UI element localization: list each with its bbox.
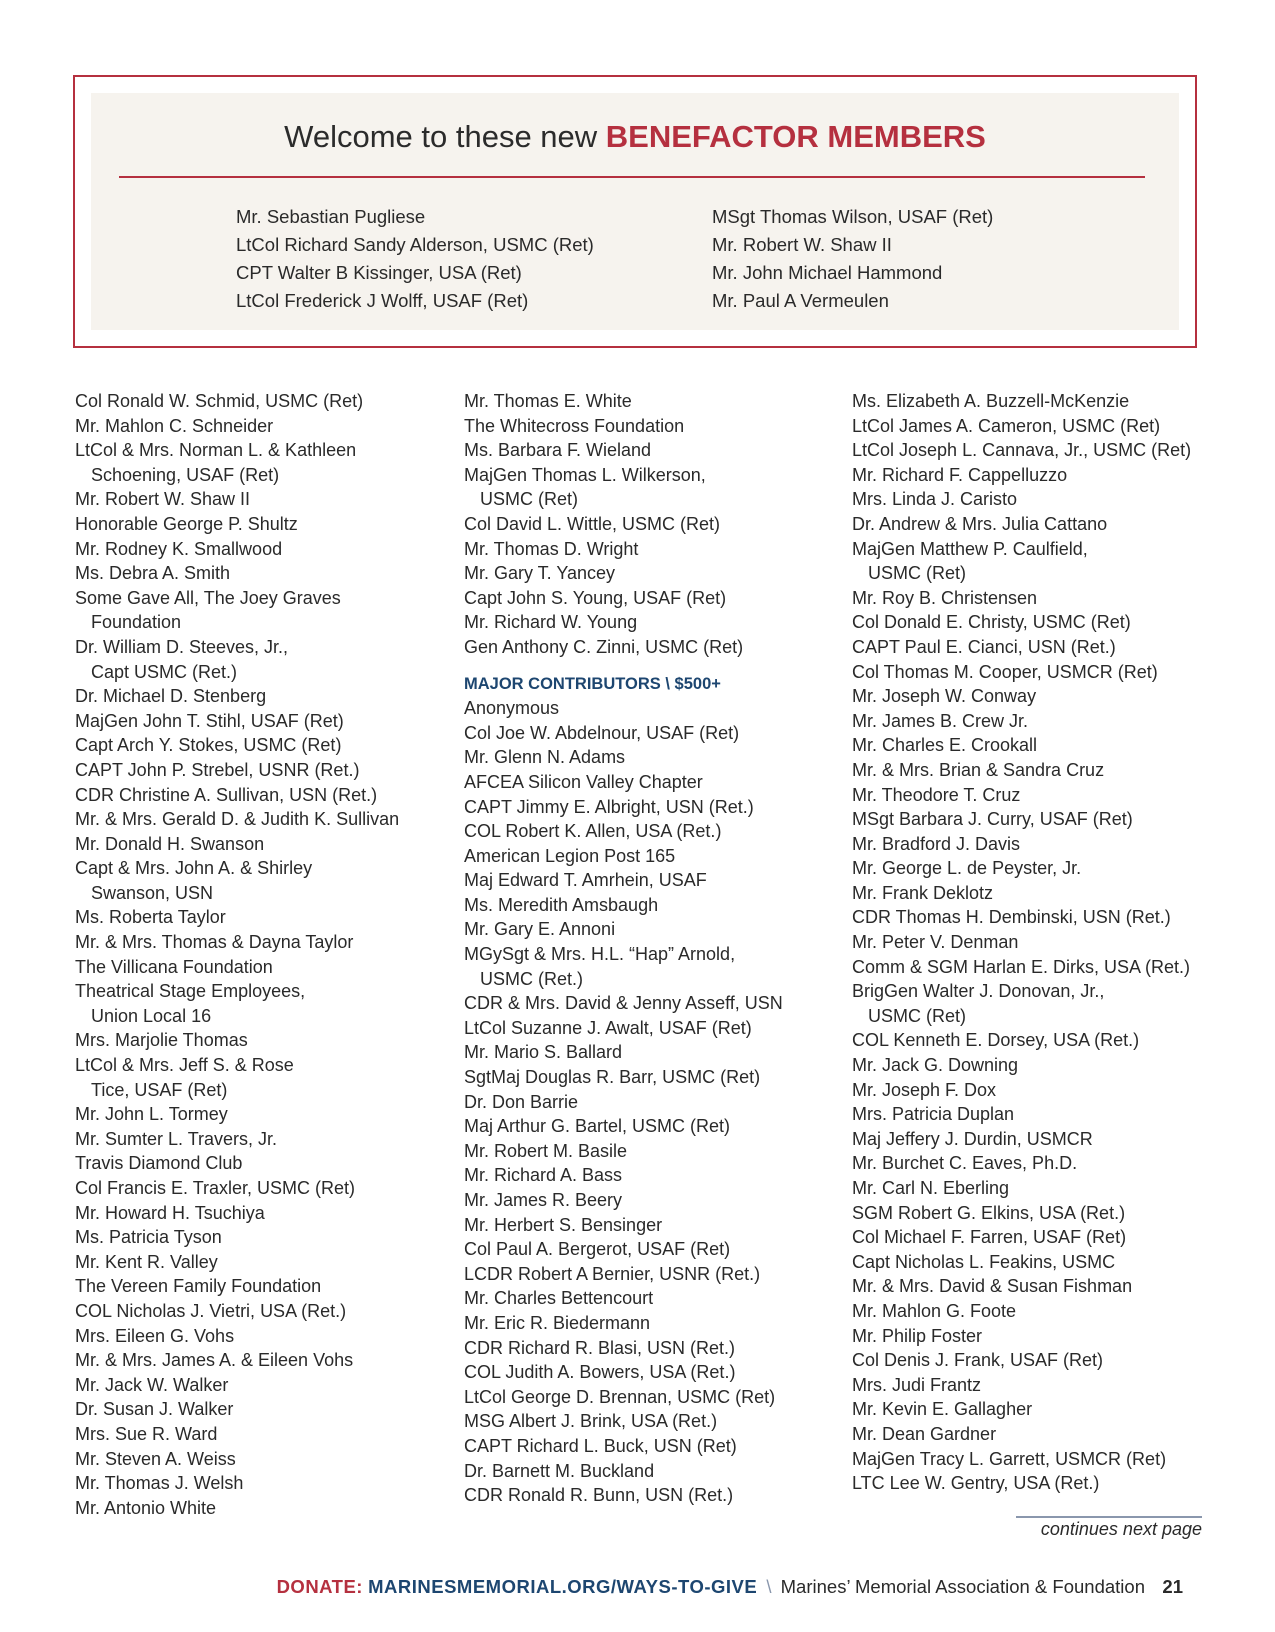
donor-name: Mr. Eric R. Biedermann xyxy=(464,1312,651,1333)
donor-entry xyxy=(852,1397,1191,1422)
donor-name: The Vereen Family Foundation xyxy=(75,1276,322,1297)
donor-name: CDR Christine A. Sullivan, USN (Ret.) xyxy=(75,784,378,805)
donor-name: Mr. Thomas D. Wright xyxy=(464,538,639,559)
donor-entry xyxy=(75,1053,399,1102)
donor-entry xyxy=(75,389,399,414)
donor-entry xyxy=(464,1040,783,1065)
donor-name: LtCol & Mrs. Norman L. & Kathleen xyxy=(75,440,357,461)
donor-name: Col David L. Wittle, USMC (Ret) xyxy=(464,513,721,534)
donor-entry xyxy=(852,586,1191,611)
donor-name: Mr. Carl N. Eberling xyxy=(852,1178,1010,1198)
donor-name-continued: Capt USMC (Ret.) xyxy=(91,661,238,682)
donor-entry xyxy=(852,1324,1191,1349)
donor-entry xyxy=(464,1163,783,1188)
donor-name: Mr. Donald H. Swanson xyxy=(75,833,265,854)
donor-entry xyxy=(75,438,399,487)
donor-entry xyxy=(852,832,1191,857)
donor-entry xyxy=(75,635,399,684)
donor-entry xyxy=(464,795,783,820)
continues-note: continues next page xyxy=(1040,1519,1202,1539)
donor-name: Mr. Richard A. Bass xyxy=(464,1165,623,1186)
donor-name: SgtMaj Douglas R. Barr, USMC (Ret) xyxy=(464,1067,761,1088)
donor-name: Col Thomas M. Cooper, USMCR (Ret) xyxy=(852,661,1158,682)
donor-entry xyxy=(75,1447,399,1472)
donor-entry xyxy=(464,844,783,869)
donor-name-continued: USMC (Ret) xyxy=(868,1005,966,1026)
donor-entry xyxy=(75,1373,399,1398)
donor-name: Gen Anthony C. Zinni, USMC (Ret) xyxy=(464,636,744,657)
donor-entry xyxy=(852,1225,1191,1250)
donor-entry xyxy=(464,1385,783,1410)
donor-entry xyxy=(75,1274,399,1299)
welcome-member: MSgt Thomas Wilson, USAF (Ret) xyxy=(712,206,994,227)
donor-name: Mr. Jack G. Downing xyxy=(852,1055,1019,1076)
donor-entry xyxy=(75,1127,399,1152)
donor-name: Col Denis J. Frank, USAF (Ret) xyxy=(852,1350,1104,1371)
donor-name: Dr. Don Barrie xyxy=(464,1091,579,1112)
welcome-member: LtCol Richard Sandy Alderson, USMC (Ret) xyxy=(236,234,594,255)
donor-name: Capt & Mrs. John A. & Shirley xyxy=(75,858,313,879)
donor-name: Col Paul A. Bergerot, USAF (Ret) xyxy=(464,1239,731,1260)
donor-name: BrigGen Walter J. Donovan, Jr., xyxy=(852,981,1105,1002)
donor-name: MGySgt & Mrs. H.L. “Hap” Arnold, xyxy=(464,944,736,965)
donor-name: Capt John S. Young, USAF (Ret) xyxy=(464,587,727,608)
donor-name: CAPT Jimmy E. Albright, USN (Ret.) xyxy=(464,796,754,817)
donate-link[interactable]: MARINESMEMORIAL.ORG/WAYS-TO-GIVE xyxy=(368,1576,758,1597)
donor-entry xyxy=(852,807,1191,832)
donor-entry xyxy=(75,930,399,955)
donor-entry xyxy=(464,696,783,721)
donor-name: Mr. Joseph F. Dox xyxy=(852,1079,997,1100)
donor-entry xyxy=(75,586,399,635)
donor-name-continued: Schoening, USAF (Ret) xyxy=(91,464,280,485)
donor-entry xyxy=(464,586,783,611)
donor-name-continued: Union Local 16 xyxy=(91,1005,212,1026)
welcome-member: Mr. Robert W. Shaw II xyxy=(712,234,892,255)
donor-entry xyxy=(852,1274,1191,1299)
donor-name: Mr. Dean Gardner xyxy=(852,1423,997,1444)
donor-name: LCDR Robert A Bernier, USNR (Ret.) xyxy=(464,1263,761,1284)
donor-entry xyxy=(464,537,783,562)
donor-entry xyxy=(852,1053,1191,1078)
donor-name: CAPT Richard L. Buck, USN (Ret) xyxy=(464,1435,737,1456)
donor-entry xyxy=(852,610,1191,635)
donor-name: MajGen John T. Stihl, USAF (Ret) xyxy=(75,710,344,731)
donor-name: Mr. Thomas E. White xyxy=(464,391,632,411)
donor-entry xyxy=(852,1102,1191,1127)
donor-name: Ms. Barbara F. Wieland xyxy=(464,440,652,461)
donor-name: Mr. George L. de Peyster, Jr. xyxy=(852,858,1082,879)
donor-name: Maj Arthur G. Bartel, USMC (Ret) xyxy=(464,1116,731,1137)
donor-name: Mr. & Mrs. Gerald D. & Judith K. Sullivan xyxy=(75,809,400,830)
donor-entry xyxy=(464,561,783,586)
donor-name: Mrs. Patricia Duplan xyxy=(852,1104,1015,1125)
donor-entry xyxy=(75,783,399,808)
donor-entry xyxy=(852,389,1191,414)
donor-name: Mr. Theodore T. Cruz xyxy=(852,784,1021,805)
page-footer xyxy=(277,1576,1145,1598)
donor-entry xyxy=(464,1139,783,1164)
donor-entry xyxy=(464,1336,783,1361)
welcome-divider xyxy=(119,176,1145,178)
donor-entry xyxy=(75,1102,399,1127)
donor-name: Mr. Bradford J. Davis xyxy=(852,833,1021,854)
donor-entry xyxy=(852,512,1191,537)
donor-entry xyxy=(852,487,1191,512)
donor-name-continued: USMC (Ret) xyxy=(480,489,578,510)
donor-entry xyxy=(464,1213,783,1238)
donor-name: Col Michael F. Farren, USAF (Ret) xyxy=(852,1227,1127,1248)
donor-entry xyxy=(464,942,783,991)
donor-name: SGM Robert G. Elkins, USA (Ret.) xyxy=(852,1202,1126,1223)
donor-name: Col Ronald W. Schmid, USMC (Ret) xyxy=(75,391,364,411)
donor-entry xyxy=(464,463,783,512)
donor-name: Mr. Roy B. Christensen xyxy=(852,587,1038,608)
donor-entry xyxy=(852,1176,1191,1201)
donor-entry xyxy=(852,930,1191,955)
donor-name: CDR Richard R. Blasi, USN (Ret.) xyxy=(464,1337,736,1358)
donor-name: Mr. Rodney K. Smallwood xyxy=(75,538,283,559)
donate-label: DONATE: xyxy=(276,1576,363,1597)
welcome-panel xyxy=(91,93,1179,330)
donor-name: Mr. Jack W. Walker xyxy=(75,1374,229,1395)
section-heading-text: MAJOR CONTRIBUTORS \ $500+ xyxy=(464,674,721,693)
donor-name: Mr. Frank Deklotz xyxy=(852,882,994,903)
donor-entry xyxy=(852,979,1191,1028)
donor-column-2 xyxy=(464,389,783,1508)
donor-entry xyxy=(75,487,399,512)
donor-name-continued: USMC (Ret.) xyxy=(480,968,583,989)
donor-entry xyxy=(464,1114,783,1139)
continues-divider xyxy=(1016,1516,1202,1518)
donor-name: Capt Nicholas L. Feakins, USMC xyxy=(852,1251,1116,1272)
donor-name: Mr. & Mrs. Thomas & Dayna Taylor xyxy=(75,932,354,953)
donor-entry xyxy=(75,1397,399,1422)
donor-name: COL Robert K. Allen, USA (Ret.) xyxy=(464,821,722,842)
donor-name: MajGen Thomas L. Wilkerson, xyxy=(464,464,706,485)
donor-entry xyxy=(464,1016,783,1041)
donor-name: Theatrical Stage Employees, xyxy=(75,981,306,1002)
donor-name: Mr. Gary T. Yancey xyxy=(464,563,616,584)
donor-name: Mr. Steven A. Weiss xyxy=(75,1448,236,1469)
donor-entry xyxy=(464,770,783,795)
donor-entry xyxy=(75,807,399,832)
donor-entry xyxy=(852,635,1191,660)
donor-name: Mr. John L. Tormey xyxy=(75,1104,228,1125)
donor-name-continued: Swanson, USN xyxy=(91,882,214,903)
donor-entry xyxy=(464,610,783,635)
donor-name: Mrs. Judi Frantz xyxy=(852,1374,982,1395)
donor-name: Ms. Elizabeth A. Buzzell-McKenzie xyxy=(852,391,1130,411)
donor-entry xyxy=(852,733,1191,758)
donor-name: Mr. Charles Bettencourt xyxy=(464,1288,654,1309)
donor-entry xyxy=(852,1127,1191,1152)
donor-name: Col Joe W. Abdelnour, USAF (Ret) xyxy=(464,722,740,743)
welcome-box xyxy=(73,75,1197,348)
donor-entry xyxy=(852,414,1191,439)
donor-name: Dr. Susan J. Walker xyxy=(75,1399,234,1420)
donor-entry xyxy=(464,414,783,439)
footer-separator: \ xyxy=(766,1576,772,1597)
donor-name: Mr. Kevin E. Gallagher xyxy=(852,1399,1033,1420)
donor-name: LTC Lee W. Gentry, USA (Ret.) xyxy=(852,1473,1100,1494)
donor-entry xyxy=(852,758,1191,783)
welcome-title-highlight: BENEFACTOR MEMBERS xyxy=(605,119,986,154)
donor-entry xyxy=(464,917,783,942)
donor-entry xyxy=(75,758,399,783)
donor-entry xyxy=(75,733,399,758)
donor-name: CDR Thomas H. Dembinski, USN (Ret.) xyxy=(852,907,1171,928)
donor-entry xyxy=(75,1299,399,1324)
donor-name: Mr. Richard W. Young xyxy=(464,612,638,633)
donor-name: Ms. Meredith Amsbaugh xyxy=(464,894,659,915)
donor-entry xyxy=(75,1324,399,1349)
donor-name: Mr. Philip Foster xyxy=(852,1325,983,1346)
donor-name: COL Kenneth E. Dorsey, USA (Ret.) xyxy=(852,1030,1140,1051)
donor-entry xyxy=(75,856,399,905)
donor-name: Col Donald E. Christy, USMC (Ret) xyxy=(852,612,1131,633)
section-heading xyxy=(464,672,783,697)
donor-entry xyxy=(75,1496,399,1521)
welcome-member: Mr. Paul A Vermeulen xyxy=(712,290,889,311)
donor-name: Mr. Peter V. Denman xyxy=(852,932,1019,953)
donor-name: Mr. Richard F. Cappelluzzo xyxy=(852,464,1068,485)
donor-name: Mr. Robert W. Shaw II xyxy=(75,489,251,510)
welcome-list-left xyxy=(236,203,594,315)
donor-name: Mr. Mahlon G. Foote xyxy=(852,1300,1017,1321)
donor-name: Mr. Mario S. Ballard xyxy=(464,1042,623,1063)
donor-entry xyxy=(464,819,783,844)
donor-name: Ms. Roberta Taylor xyxy=(75,907,226,928)
donor-name: Mr. & Mrs. Brian & Sandra Cruz xyxy=(852,759,1105,780)
donor-name: American Legion Post 165 xyxy=(464,845,676,866)
donor-name: Mr. Herbert S. Bensinger xyxy=(464,1214,663,1235)
donor-name: Mr. Thomas J. Welsh xyxy=(75,1473,244,1494)
donor-name: Mr. & Mrs. David & Susan Fishman xyxy=(852,1276,1133,1297)
donor-name: Dr. William D. Steeves, Jr., xyxy=(75,636,289,657)
donor-entry xyxy=(75,537,399,562)
donor-entry xyxy=(75,684,399,709)
footer-org-name: Marines’ Memorial Association & Foundation xyxy=(780,1576,1145,1597)
donor-name: CAPT Paul E. Cianci, USN (Ret.) xyxy=(852,636,1116,657)
donor-name: Capt Arch Y. Stokes, USMC (Ret) xyxy=(75,735,342,756)
donor-name: Mr. Mahlon C. Schneider xyxy=(75,415,274,436)
donor-name: Mr. Charles E. Crookall xyxy=(852,735,1038,756)
donor-name: The Villicana Foundation xyxy=(75,956,273,977)
donor-entry xyxy=(464,1409,783,1434)
welcome-member: Mr. John Michael Hammond xyxy=(712,262,943,283)
donor-name: COL Nicholas J. Vietri, USA (Ret.) xyxy=(75,1300,347,1321)
donor-name: Mr. James B. Crew Jr. xyxy=(852,710,1029,731)
donor-entry xyxy=(75,832,399,857)
donor-entry xyxy=(75,979,399,1028)
donor-entry xyxy=(464,893,783,918)
donor-name: Mr. Gary E. Annoni xyxy=(464,919,616,940)
donor-entry xyxy=(75,414,399,439)
donor-name: Ms. Patricia Tyson xyxy=(75,1227,222,1248)
donor-entry xyxy=(852,1250,1191,1275)
donor-entry xyxy=(75,1151,399,1176)
donor-entry xyxy=(464,1065,783,1090)
donor-entry xyxy=(464,389,783,414)
donor-name: Comm & SGM Harlan E. Dirks, USA (Ret.) xyxy=(852,956,1191,977)
donor-entry xyxy=(464,1360,783,1385)
donor-entry xyxy=(75,1201,399,1226)
donor-entry xyxy=(75,709,399,734)
donor-entry xyxy=(75,1028,399,1053)
donor-entry xyxy=(464,1286,783,1311)
welcome-title-prefix: Welcome to these new xyxy=(284,119,606,154)
donor-name: Mr. Sumter L. Travers, Jr. xyxy=(75,1128,278,1149)
donor-name: MajGen Matthew P. Caulfield, xyxy=(852,538,1088,559)
donor-entry xyxy=(852,1422,1191,1447)
donor-name: LtCol Joseph L. Cannava, Jr., USMC (Ret) xyxy=(852,440,1192,461)
donor-entry xyxy=(75,561,399,586)
donor-entry xyxy=(75,1225,399,1250)
donor-entry xyxy=(852,684,1191,709)
donor-entry xyxy=(75,1250,399,1275)
donor-name: LtCol James A. Cameron, USMC (Ret) xyxy=(852,415,1161,436)
donor-entry xyxy=(852,1471,1191,1496)
donor-name: Mr. Joseph W. Conway xyxy=(852,686,1037,707)
donor-name: Mr. Robert M. Basile xyxy=(464,1140,628,1161)
donor-name: Mr. Howard H. Tsuchiya xyxy=(75,1202,265,1223)
donor-entry xyxy=(852,537,1191,586)
welcome-title xyxy=(91,119,1179,155)
donor-name: Mrs. Sue R. Ward xyxy=(75,1423,218,1444)
donor-entry xyxy=(464,1188,783,1213)
donor-name: Mr. Kent R. Valley xyxy=(75,1251,218,1272)
donor-entry xyxy=(852,660,1191,685)
donor-entry xyxy=(464,745,783,770)
donor-entry xyxy=(464,512,783,537)
donor-entry xyxy=(852,955,1191,980)
donor-name: CDR Ronald R. Bunn, USN (Ret.) xyxy=(464,1485,734,1506)
donor-name: Honorable George P. Shultz xyxy=(75,513,298,534)
donor-name: Mr. & Mrs. James A. & Eileen Vohs xyxy=(75,1350,354,1371)
donor-entry xyxy=(852,1078,1191,1103)
donor-entry xyxy=(852,856,1191,881)
donor-entry xyxy=(852,1348,1191,1373)
donor-entry xyxy=(852,1201,1191,1226)
page-number: 21 xyxy=(1162,1576,1183,1597)
donor-entry xyxy=(75,905,399,930)
donor-entry xyxy=(464,721,783,746)
donor-entry xyxy=(464,868,783,893)
donor-name: LtCol George D. Brennan, USMC (Ret) xyxy=(464,1386,776,1407)
donor-entry xyxy=(75,1348,399,1373)
donor-name: LtCol Suzanne J. Awalt, USAF (Ret) xyxy=(464,1017,752,1038)
donor-name: Mrs. Eileen G. Vohs xyxy=(75,1325,235,1346)
donor-name: Mr. Glenn N. Adams xyxy=(464,747,626,768)
donor-entry xyxy=(464,1483,783,1508)
donor-name: Some Gave All, The Joey Graves xyxy=(75,587,341,608)
donor-entry xyxy=(852,783,1191,808)
donor-entry xyxy=(464,1434,783,1459)
donor-entry xyxy=(464,1262,783,1287)
donor-entry xyxy=(852,1447,1191,1472)
donor-entry xyxy=(852,463,1191,488)
donor-name-continued: Foundation xyxy=(91,612,182,633)
donor-column-1 xyxy=(75,389,399,1520)
donor-name-continued: USMC (Ret) xyxy=(868,563,966,584)
donor-name: CDR & Mrs. David & Jenny Asseff, USN xyxy=(464,993,783,1014)
donor-name: Anonymous xyxy=(464,698,560,719)
donor-name: Ms. Debra A. Smith xyxy=(75,563,231,584)
donor-name: Mr. Antonio White xyxy=(75,1497,217,1518)
donor-entry xyxy=(464,1459,783,1484)
donor-name: MSgt Barbara J. Curry, USAF (Ret) xyxy=(852,809,1133,830)
donor-entry xyxy=(75,1176,399,1201)
donor-entry xyxy=(464,991,783,1016)
donor-entry xyxy=(464,1311,783,1336)
donor-entry xyxy=(852,1028,1191,1053)
donor-name: Mrs. Linda J. Caristo xyxy=(852,489,1018,510)
donor-name: MajGen Tracy L. Garrett, USMCR (Ret) xyxy=(852,1448,1167,1469)
donor-name: The Whitecross Foundation xyxy=(464,415,685,436)
donor-entry xyxy=(852,438,1191,463)
donor-name: Dr. Michael D. Stenberg xyxy=(75,686,267,707)
donor-entry xyxy=(852,1299,1191,1324)
donor-name: CAPT John P. Strebel, USNR (Ret.) xyxy=(75,759,360,780)
donor-name: Dr. Andrew & Mrs. Julia Cattano xyxy=(852,513,1108,534)
donor-name: Mr. Burchet C. Eaves, Ph.D. xyxy=(852,1153,1078,1174)
donor-entry xyxy=(75,512,399,537)
donor-entry xyxy=(464,1237,783,1262)
donor-entry xyxy=(464,438,783,463)
welcome-member: LtCol Frederick J Wolff, USAF (Ret) xyxy=(236,290,529,311)
donor-entry xyxy=(75,1471,399,1496)
donor-entry xyxy=(75,955,399,980)
donor-name: COL Judith A. Bowers, USA (Ret.) xyxy=(464,1362,736,1383)
donor-entry xyxy=(464,1090,783,1115)
donor-name: Maj Edward T. Amrhein, USAF xyxy=(464,870,707,891)
donor-column-3 xyxy=(852,389,1191,1496)
donor-name: LtCol & Mrs. Jeff S. & Rose xyxy=(75,1055,294,1076)
donor-entry xyxy=(852,905,1191,930)
donor-name: Dr. Barnett M. Buckland xyxy=(464,1460,655,1481)
donor-name: AFCEA Silicon Valley Chapter xyxy=(464,771,703,792)
donor-name-continued: Tice, USAF (Ret) xyxy=(91,1079,228,1100)
welcome-list-right xyxy=(712,203,993,315)
welcome-member: CPT Walter B Kissinger, USA (Ret) xyxy=(236,262,522,283)
donor-entry xyxy=(852,1151,1191,1176)
donor-entry xyxy=(464,635,783,660)
welcome-member: Mr. Sebastian Pugliese xyxy=(236,206,426,227)
donor-name: Col Francis E. Traxler, USMC (Ret) xyxy=(75,1178,356,1198)
donor-entry xyxy=(852,1373,1191,1398)
donor-name: Mr. James R. Beery xyxy=(464,1190,623,1210)
donor-name: MSG Albert J. Brink, USA (Ret.) xyxy=(464,1411,718,1432)
donor-name: Travis Diamond Club xyxy=(75,1153,243,1174)
donor-entry xyxy=(852,881,1191,906)
donor-entry xyxy=(75,1422,399,1447)
donor-entry xyxy=(852,709,1191,734)
donor-name: Mrs. Marjolie Thomas xyxy=(75,1030,248,1051)
donor-name: Maj Jeffery J. Durdin, USMCR xyxy=(852,1128,1093,1149)
